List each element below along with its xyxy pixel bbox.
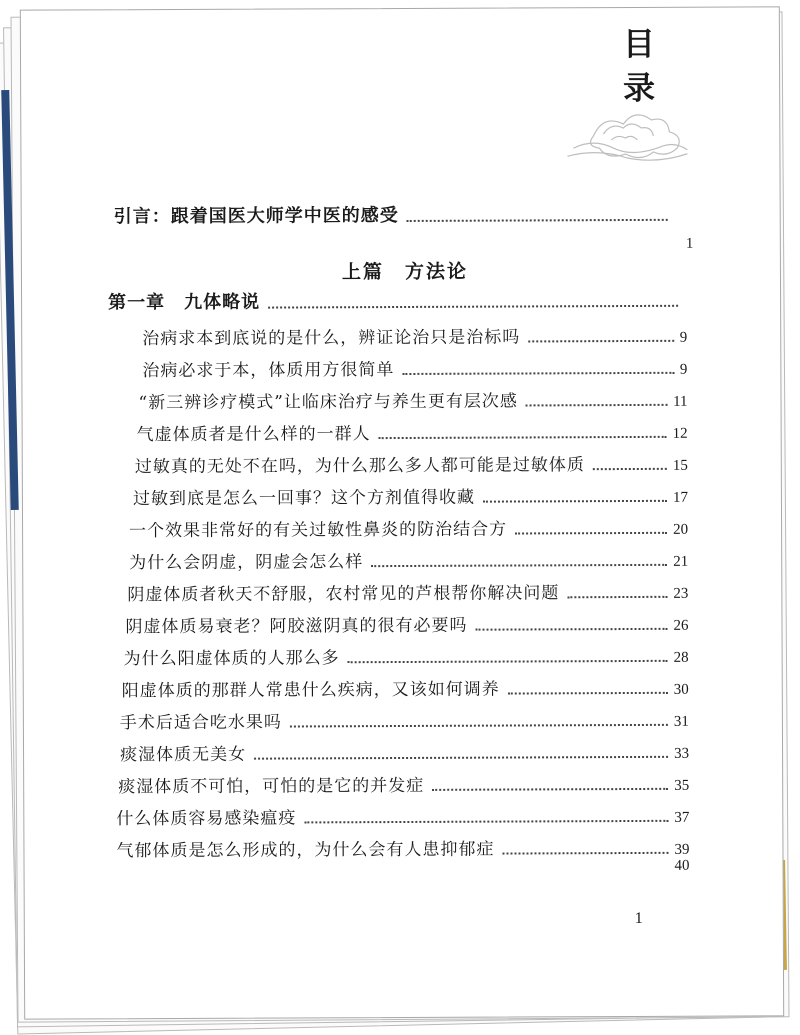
entry-title: 过敏到底是怎么一回事？这个方剂值得收藏	[132, 487, 475, 510]
dot-leader	[508, 692, 668, 695]
entry-title: 痰湿体质无美女	[120, 744, 247, 766]
toc-title-char: 目	[622, 24, 656, 64]
dot-leader	[402, 372, 674, 375]
dot-leader	[526, 404, 667, 407]
entry-title: 阴虚体质者秋天不舒服，农村常见的芦根帮你解决问题	[127, 583, 560, 606]
toc-entry[interactable]	[116, 834, 689, 861]
dot-leader	[528, 340, 674, 343]
chapter-title: 第一章 九体略说	[108, 291, 261, 314]
toc-entry[interactable]	[138, 386, 687, 413]
toc-entry[interactable]	[129, 514, 688, 541]
toc-entry[interactable]	[127, 578, 688, 605]
entry-page: 35	[674, 777, 690, 794]
entry-page: 17	[672, 489, 688, 506]
entry-page: 40	[674, 857, 690, 874]
entry-page: 26	[673, 617, 689, 634]
entry-title: 治病必求于本，体质用方很简单	[142, 360, 395, 382]
entry-page: 30	[673, 681, 689, 698]
entry-page: 12	[672, 425, 688, 442]
dot-leader	[483, 500, 667, 503]
entry-title: 为什么阳虚体质的人那么多	[123, 648, 340, 670]
entry-page: 31	[673, 713, 689, 730]
section-heading: 上篇 方法论	[341, 260, 469, 284]
entry-page: 15	[672, 457, 688, 474]
toc-entry[interactable]	[135, 450, 688, 477]
dot-leader	[379, 436, 667, 439]
entry-title: 什么体质容易感染瘟疫	[116, 808, 297, 830]
dot-leader	[254, 756, 668, 760]
toc-title-char: 录	[623, 68, 656, 108]
entry-title: 治病求本到底说的是什么，辨证论治只是治标吗	[142, 327, 521, 350]
dot-leader	[290, 724, 668, 728]
entry-title: 气郁体质是怎么形成的，为什么会有人患抑郁症	[116, 839, 495, 862]
toc-chapter-entry[interactable]	[108, 286, 684, 315]
entry-page: 9	[679, 361, 688, 378]
dot-leader	[502, 852, 668, 855]
toc-intro-entry[interactable]	[114, 200, 674, 228]
entry-title: 过敏真的无处不在吗，为什么那么多人都可能是过敏体质	[134, 455, 585, 478]
toc-entry[interactable]	[117, 858, 690, 878]
toc-entry[interactable]	[129, 546, 688, 573]
entry-title: 阴虚体质易衰老？阿胶滋阴真的很有必要吗	[125, 615, 468, 638]
dot-leader	[407, 219, 668, 222]
entry-title: 痰湿体质不可怕，可怕的是它的并发症	[118, 775, 425, 798]
entry-page: 39	[674, 841, 690, 858]
entry-page: 37	[674, 809, 690, 826]
entry-page: 21	[673, 553, 689, 570]
entry-page: 20	[673, 521, 689, 538]
dot-leader	[268, 305, 678, 309]
dot-leader	[567, 596, 667, 598]
dot-leader	[593, 468, 667, 470]
entry-page: 33	[674, 745, 690, 762]
entry-title: “新三辨诊疗模式”让临床治疗与养生更有层次感	[138, 391, 518, 414]
toc-entry[interactable]	[125, 610, 688, 637]
toc-entry[interactable]	[116, 802, 689, 829]
cloud-ornament-icon	[563, 96, 693, 167]
entry-title: 气虚体质者是什么样的一群人	[136, 424, 371, 446]
dot-leader	[348, 660, 668, 663]
dot-leader	[515, 532, 667, 535]
toc-intro-title: 引言：跟着国医大师学中医的感受	[113, 205, 399, 228]
toc-entry[interactable]	[120, 738, 689, 765]
entry-title: 手术后适合吃水果吗	[119, 712, 282, 734]
entry-title: 为什么会阴虚，阴虚会怎么样	[129, 552, 364, 574]
entry-title: 阳虚体质的那群人常患什么疾病，又该如何调养	[121, 679, 500, 702]
toc-page	[20, 6, 784, 1019]
toc-entry[interactable]	[122, 674, 689, 701]
toc-entry[interactable]	[124, 642, 689, 669]
dot-leader	[432, 788, 668, 791]
entry-title: 一个效果非常好的有关过敏性鼻炎的防治结合方	[129, 519, 508, 542]
dot-leader	[371, 564, 667, 567]
toc-entry[interactable]	[142, 322, 687, 349]
toc-intro-page: 1	[685, 235, 694, 252]
dot-leader	[476, 628, 668, 631]
toc-entry[interactable]	[142, 354, 687, 381]
entry-page: 11	[673, 393, 688, 410]
entry-page: 28	[673, 649, 689, 666]
toc-entry[interactable]	[118, 770, 689, 797]
entry-page: 23	[673, 585, 689, 602]
page-number: 1	[634, 909, 643, 927]
entry-page: 9	[679, 329, 688, 346]
toc-entry[interactable]	[133, 482, 688, 509]
dot-leader	[304, 820, 668, 824]
toc-entry[interactable]	[137, 418, 688, 445]
toc-entry[interactable]	[120, 706, 689, 733]
